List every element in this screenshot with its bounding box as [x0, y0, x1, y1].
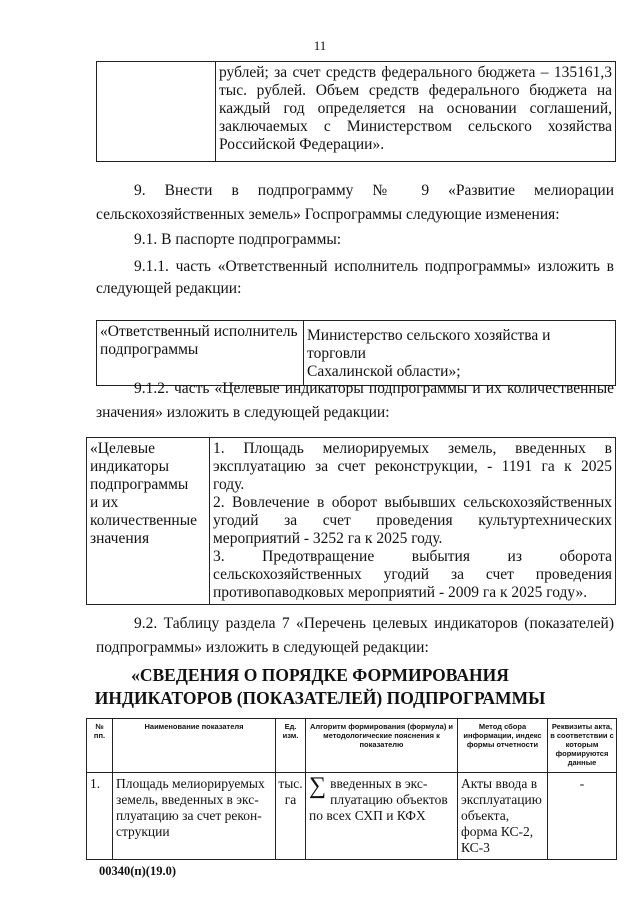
target-indicators-table	[86, 437, 616, 605]
paragraph-9-2-line1: 9.2. Таблицу раздела 7 «Перечень целевых индикаторов (показателей)	[134, 615, 614, 632]
section-heading-line2: ИНДИКАТОРОВ (ПОКАЗАТЕЛЕЙ) ПОДПРОГРАММЫ	[94, 688, 546, 708]
target-indicators-label: «Целевые индикаторы подпрограммы и их количественные значения	[87, 438, 210, 605]
continuation-left-cell	[97, 62, 216, 162]
header-num: № пп.	[87, 719, 113, 773]
indicator-info-table	[86, 718, 617, 860]
section-heading	[0, 664, 640, 710]
paragraph-9-1-2-line2: значения» изложить в следующей редакции:	[96, 404, 390, 421]
header-method: Метод сбора информации, индекс формы отчетности	[458, 719, 548, 773]
header-unit: Ед. изм.	[276, 719, 306, 773]
header-requisites: Реквизиты акта, в соответствии с которым формируются данные	[548, 719, 617, 773]
target-indicators-value: 1. Площадь мелиорируемых земель, введенных в эксплуатацию за счет реконструкции, - 1191 га к 2025 году. 2. Вовлечение в оборот выбывших сельскохозяйственных угодий за счет проведения культуртехнических мероприятий - 3252 га к 2025 году. 3. Предотвращение выбытия из оборота сельскохозяйственных угодий за счет проведения противопаводковых мероприятий - 2009 га к 2025 году».	[210, 438, 616, 605]
row-algorithm-text: введенных в экс-плуатацию объектов по всех СХП и КФХ	[309, 776, 448, 823]
paragraph-9-line2: сельскохозяйственных земель» Госпрограммы следующие изменения:	[96, 206, 560, 223]
continuation-table	[96, 61, 616, 162]
page-number: 11	[313, 38, 327, 53]
paragraph-9-1-2-line1: 9.1.2. часть «Целевые индикаторы подпрограммы и их количественные	[134, 380, 614, 397]
paragraph-9-1-1-line2: следующей редакции:	[96, 280, 242, 297]
section-heading-line1: «СВЕДЕНИЯ О ПОРЯДКЕ ФОРМИРОВАНИЯ	[131, 665, 509, 685]
footer-code: 00340(п)(19.0)	[99, 864, 176, 878]
header-name: Наименование показателя	[113, 719, 276, 773]
responsible-executor-label: «Ответственный исполнитель подпрограммы	[97, 321, 304, 386]
paragraph-9-1: 9.1. В паспорте подпрограммы:	[134, 231, 342, 248]
paragraph-9-2-line2: подпрограммы» изложить в следующей редакции:	[96, 639, 429, 656]
row-num: 1.	[87, 773, 113, 860]
row-unit: тыс. га	[276, 773, 306, 860]
header-algorithm: Алгоритм формирования (формула) и методологические пояснения к показателю	[306, 719, 458, 773]
paragraph-9-line1: 9. Внести в подпрограмму № 9 «Развитие мелиорации	[134, 182, 614, 199]
paragraph-9-1-1-line1: 9.1.1. часть «Ответственный исполнитель подпрограммы» изложить в	[134, 258, 614, 275]
table-row	[87, 773, 617, 860]
responsible-executor-table	[96, 320, 616, 386]
continuation-text: рублей; за счет средств федерального бюджета – 135161,3 тыс. рублей. Объем средств федерального бюджета на каждый год определяется на основании соглашений, заключаемых с Министерством сельского хозяйства Российской Федерации».	[219, 64, 612, 153]
responsible-executor-value: Министерство сельского хозяйства и торговли Сахалинской области»;	[304, 321, 616, 386]
row-algorithm	[306, 773, 458, 860]
row-method: Акты ввода в эксплуатацию объекта, форма КС-2, КС-3	[458, 773, 548, 860]
row-name: Площадь мелиорируемых земель, введенных в экс-плуатацию за счет рекон-струкции	[113, 773, 276, 860]
continuation-right-cell	[216, 62, 616, 162]
sigma-symbol: ∑	[309, 773, 327, 799]
row-requisites: -	[548, 773, 617, 860]
